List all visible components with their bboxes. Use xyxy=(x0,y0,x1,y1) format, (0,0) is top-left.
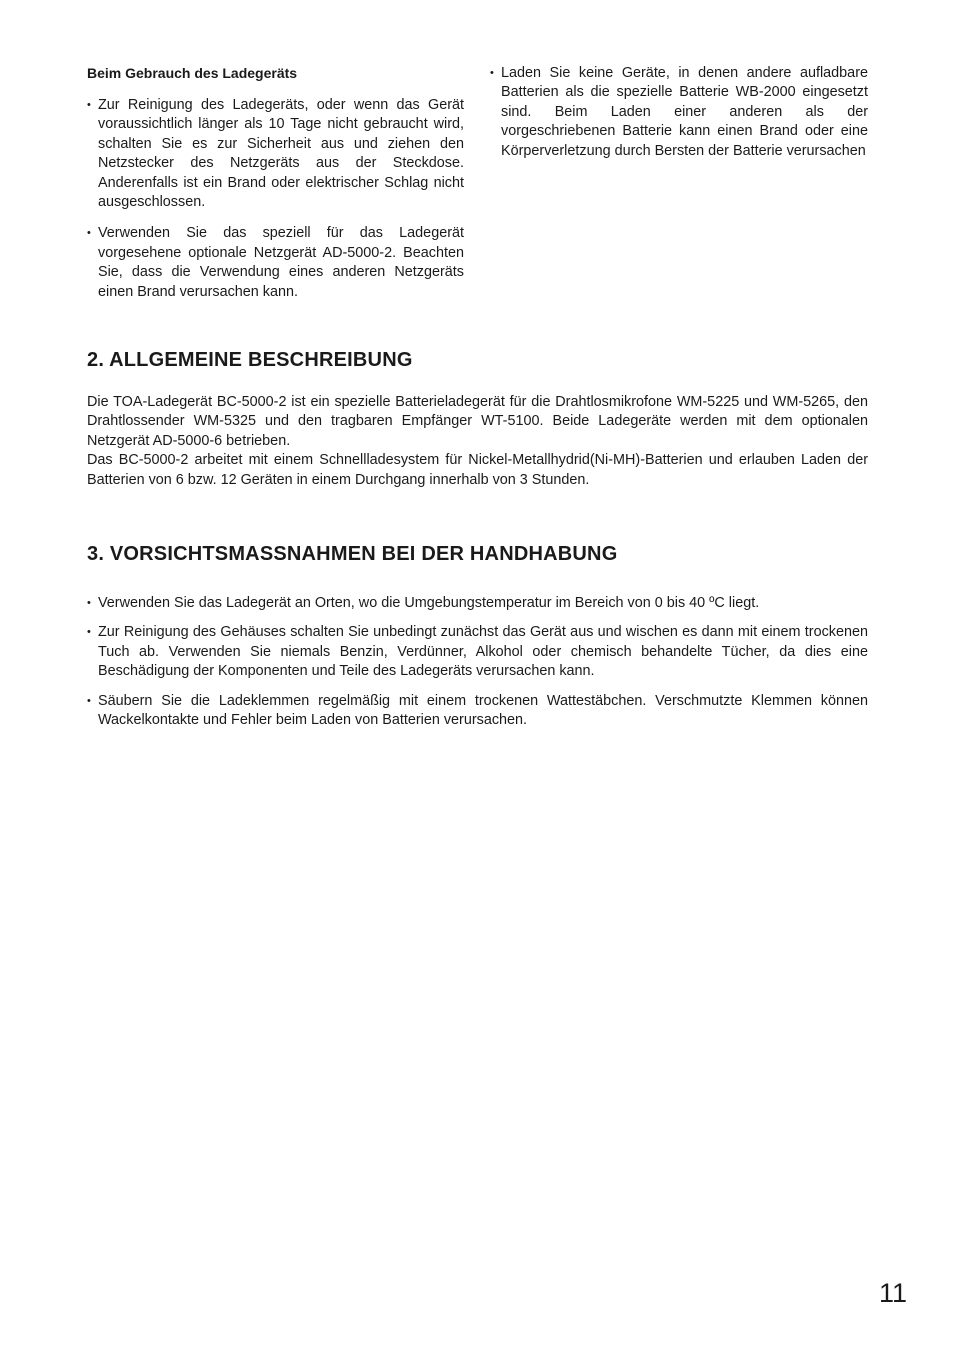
section-handling-precautions xyxy=(87,542,868,740)
page-number: 11 xyxy=(878,1278,907,1308)
paragraph: Die TOA-Ladegerät BC-5000-2 ist ein spezielle Batterieladegerät für die Drahtlosmikrofone WM-5225 und WM-5265, den Drahtlossender WM-5325 und den tragbaren Empfänger WT-5100. Beide Ladegeräte werden mit dem optionalen Netzgerät AD-5000-6 betrieben. xyxy=(87,394,868,449)
precautions-list xyxy=(87,594,868,730)
usage-heading: Beim Gebrauch des Ladegeräts xyxy=(87,65,298,81)
usage-list-right xyxy=(490,64,868,161)
list-item: • Zur Reinigung des Ladegeräts, oder wenn das Gerät voraussichtlich länger als 10 Tage nicht gebraucht wird, schalten Sie es zur Sicherheit aus und ziehen den Netzstecker des Netzgeräts aus der Steckdose. Anderenfalls ist ein Brand oder elektrischer Schlag nicht ausgeschlossen. xyxy=(87,96,464,212)
section-body xyxy=(87,594,868,730)
usage-notes-right-column xyxy=(490,64,868,173)
list-item: • Zur Reinigung des Gehäuses schalten Sie unbedingt zunächst das Gerät aus und wischen es dann mit einem trockenen Tuch ab. Verwenden Sie niemals Benzin, Verdünner, Alkohol oder chemisch behandelte Tücher, da dies eine Beschädigung der Komponenten und Teile des Ladegeräts verursachen kann. xyxy=(87,623,868,681)
list-item: • Verwenden Sie das Ladegerät an Orten, wo die Umgebungstemperatur im Bereich von 0 bis 40 ºC liegt. xyxy=(87,594,868,613)
paragraph: Das BC-5000-2 arbeitet mit einem Schnellladesystem für Nickel-Metallhydrid(Ni-MH)-Batterien und erlauben Laden der Batterien von 6 bzw. 12 Geräten in einem Durchgang innerhalb von 3 Stunden. xyxy=(87,452,868,488)
list-item: • Laden Sie keine Geräte, in denen andere aufladbare Batterien als die spezielle Batterie WB-2000 eingesetzt sind. Beim Laden einer anderen als der vorgeschriebenen Batterie kann einen Brand oder eine Körperverletzung durch Bersten der Batterie verursachen xyxy=(490,64,868,161)
usage-list-left xyxy=(87,96,464,302)
list-item: • Säubern Sie die Ladeklemmen regelmäßig mit einem trockenen Wattestäbchen. Verschmutzte Klemmen können Wackelkontakte und Fehler beim Laden von Batterien verursachen. xyxy=(87,692,868,731)
section-general-description xyxy=(87,348,868,490)
section-title: 2. ALLGEMEINE BESCHREIBUNG xyxy=(87,349,413,371)
list-item: • Verwenden Sie das speziell für das Ladegerät vorgesehene optionale Netzgerät AD-5000-2. Beachten Sie, dass die Verwendung eines anderen Netzgeräts einen Brand verursachen kann. xyxy=(87,224,464,302)
section-title: 3. VORSICHTSMASSNAHMEN BEI DER HANDHABUNG xyxy=(87,543,618,565)
usage-notes-left-column xyxy=(87,64,464,314)
section-body xyxy=(87,393,868,490)
